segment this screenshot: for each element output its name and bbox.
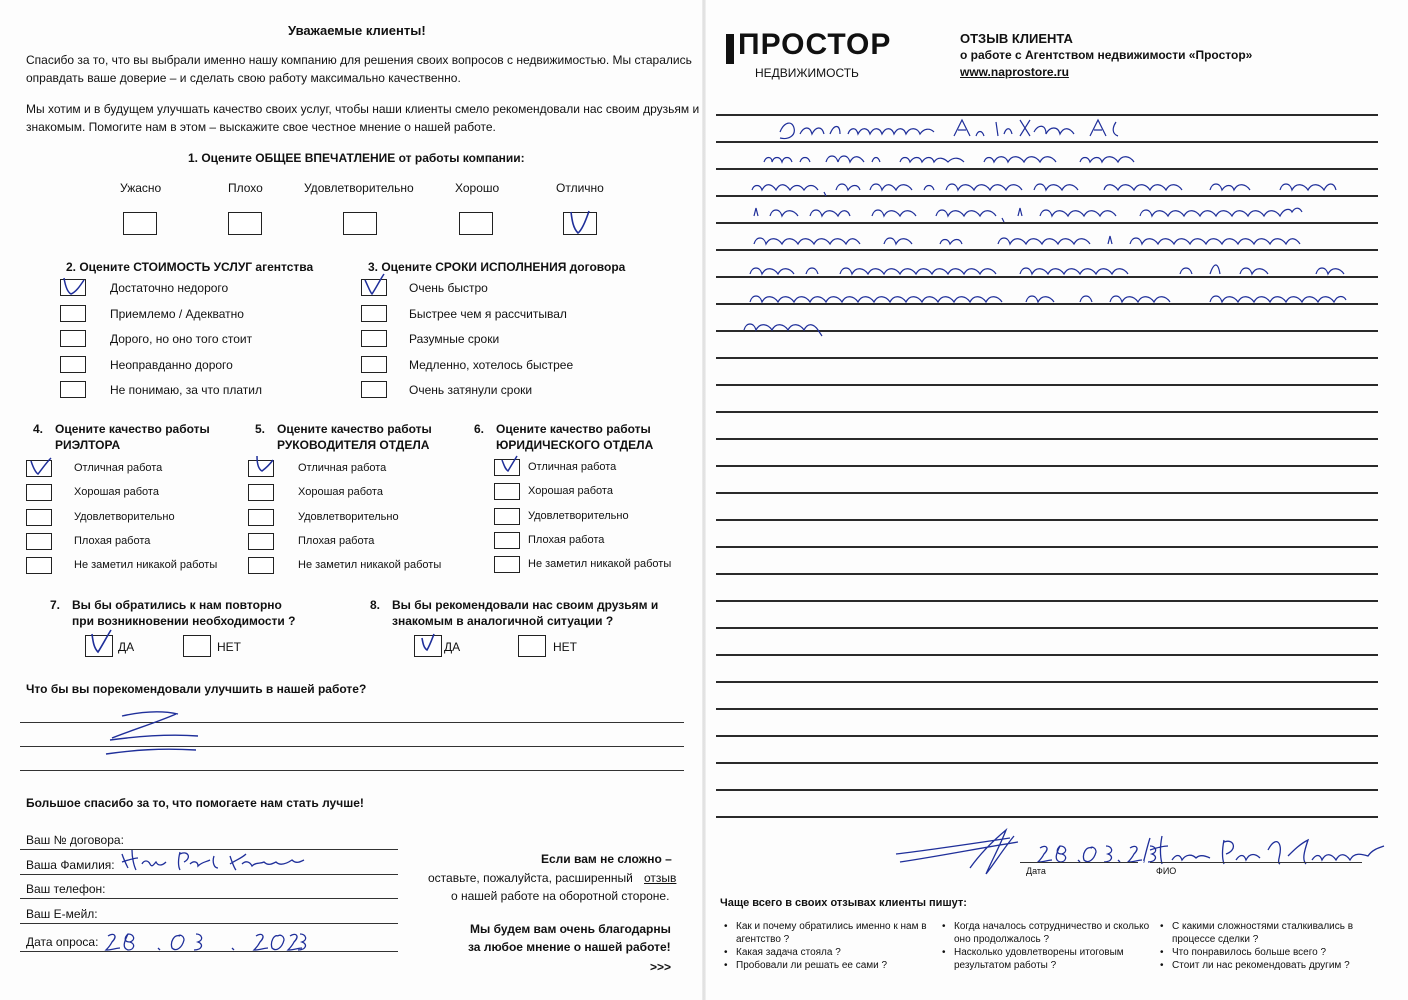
- handwritten-dash-mark: [100, 706, 210, 770]
- handwritten-review: [740, 112, 1370, 344]
- q8-no-label: НЕТ: [553, 640, 577, 654]
- review-line: [716, 627, 1378, 629]
- q6-option-label: Отличная работа: [528, 461, 617, 473]
- q5-option-label: Отличная работа: [298, 462, 387, 474]
- q4-title: Оцените качество работы: [55, 422, 210, 436]
- q6-checkbox[interactable]: [494, 532, 520, 549]
- improve-question: Что бы вы порекомендовали улучшить в нашей работе?: [26, 682, 367, 696]
- handwritten-client-name: [1140, 832, 1390, 872]
- q5-option-label: Не заметил никакой работы: [298, 559, 442, 571]
- review-line: [716, 357, 1378, 359]
- q2-checkbox[interactable]: [60, 356, 86, 373]
- q2-checkbox[interactable]: [60, 305, 86, 322]
- q4-option-label: Удовлетворительно: [74, 511, 175, 523]
- q3-checkbox[interactable]: [361, 330, 387, 347]
- q2-option-label: Приемлемо / Адекватно: [110, 307, 244, 321]
- q2-option-label: Достаточно недорого: [110, 281, 229, 295]
- intro-paragraph-2: Мы хотим и в будущем улучшать качество своих услуг, чтобы наши клиенты смело рекомендовали нас своим друзьям и: [26, 102, 700, 116]
- comma-separator: ,: [1142, 848, 1146, 864]
- email-label: Ваш Е-мейл:: [26, 907, 98, 921]
- hint-column-3: • С какими сложностями сталкивались в процессе сделки ? • Что понравилось больше всего ? • Стоит ли нас рекомендовать другим ?: [1160, 921, 1354, 971]
- aside-gratitude: за любое мнение о нашей работе!: [468, 940, 671, 954]
- q1-option-label: Удовлетворительно: [304, 181, 414, 195]
- q7-number: 7.: [50, 598, 61, 612]
- field-line: [20, 898, 398, 899]
- review-header-subtitle: о работе с Агентством недвижимости «Простор»: [960, 48, 1253, 62]
- q5-title-cont: РУКОВОДИТЕЛЯ ОТДЕЛА: [277, 438, 430, 452]
- q4-checkbox[interactable]: [26, 557, 52, 574]
- q6-number: 6.: [474, 422, 485, 436]
- q7-title: Вы бы обратились к нам повторно: [72, 598, 282, 612]
- review-line: [716, 681, 1378, 683]
- checkmark-icon: [26, 454, 56, 480]
- q1-option-label: Отлично: [556, 181, 604, 195]
- q3-option-label: Медленно, хотелось быстрее: [409, 358, 574, 372]
- survey-date-label: Дата опроса:: [26, 935, 99, 949]
- aside-gratitude: Мы будем вам очень благодарны: [470, 922, 671, 936]
- q8-title-cont: знакомым в аналогичной ситуации ?: [392, 614, 614, 628]
- q3-option-label: Разумные сроки: [409, 332, 500, 346]
- review-line: [716, 816, 1378, 818]
- q4-title-cont: РИЭЛТОРА: [55, 438, 121, 452]
- fio-caption: ФИО: [1156, 866, 1177, 876]
- q6-option-label: Плохая работа: [528, 534, 605, 546]
- signature-mark: [890, 824, 1040, 880]
- q4-checkbox[interactable]: [26, 533, 52, 550]
- q5-checkbox[interactable]: [248, 533, 274, 550]
- checkmark-icon: [414, 628, 444, 658]
- q1-title: 1. Оцените ОБЩЕЕ ВПЕЧАТЛЕНИЕ от работы компании:: [188, 151, 525, 165]
- intro-paragraph-2-cont: знакомым. Помогите нам в этом – выскажите свое честное мнение о нашей работе.: [26, 120, 496, 134]
- review-line: [716, 654, 1378, 656]
- checkmark-icon: [495, 452, 525, 478]
- checkmark-icon: [248, 452, 278, 480]
- checkmark-icon: [360, 272, 394, 300]
- q2-checkbox[interactable]: [60, 330, 86, 347]
- q3-option-label: Очень быстро: [409, 281, 488, 295]
- review-line: [716, 600, 1378, 602]
- page-title: Уважаемые клиенты!: [288, 23, 426, 38]
- q8-number: 8.: [370, 598, 381, 612]
- review-line: [716, 546, 1378, 548]
- q2-option-label: Неоправданно дорого: [110, 358, 233, 372]
- q1-option-label: Ужасно: [120, 181, 162, 195]
- aside-review-link[interactable]: отзыв: [644, 871, 677, 885]
- review-line: [716, 762, 1378, 764]
- aside-text: о нашей работе на оборотной стороне.: [451, 889, 670, 903]
- q8-yes-label: ДА: [444, 640, 461, 654]
- handwritten-surname[interactable]: [118, 846, 318, 876]
- q2-option-label: Не понимаю, за что платил: [110, 383, 263, 397]
- review-line: [716, 384, 1378, 386]
- q7-no-checkbox[interactable]: [183, 635, 211, 657]
- review-line: [716, 735, 1378, 737]
- q2-title: 2. Оцените СТОИМОСТЬ УСЛУГ агентства: [66, 260, 314, 274]
- hint-column-1: • Как и почему обратились именно к нам в агентство ? • Какая задача стояла ? • Пробовали ли решать ее сами ?: [724, 921, 927, 971]
- review-line: [716, 411, 1378, 413]
- q4-checkbox[interactable]: [26, 484, 52, 501]
- q2-checkbox[interactable]: [60, 381, 86, 398]
- q4-option-label: Отличная работа: [74, 462, 163, 474]
- q4-option-label: Хорошая работа: [74, 486, 159, 498]
- page-fold: [702, 0, 706, 1000]
- q7-yes-label: ДА: [118, 640, 135, 654]
- date-caption: Дата: [1026, 866, 1046, 876]
- q5-option-label: Удовлетворительно: [298, 511, 399, 523]
- logo-wordmark: ПРОСТОР: [738, 28, 892, 61]
- contract-label: Ваш № договора:: [26, 833, 124, 847]
- q6-checkbox[interactable]: [494, 556, 520, 573]
- review-line: [716, 492, 1378, 494]
- q3-option-label: Очень затянули сроки: [409, 383, 533, 397]
- q5-checkbox[interactable]: [248, 484, 274, 501]
- q6-title-cont: ЮРИДИЧЕСКОГО ОТДЕЛА: [496, 438, 654, 452]
- q6-option-label: Удовлетворительно: [528, 510, 629, 522]
- q1-option-label: Хорошо: [455, 181, 500, 195]
- review-line: [716, 519, 1378, 521]
- hint-column-2: • Когда началось сотрудничество и сколько оно продолжалось ? • Насколько удовлетворены итоговым результатом работы ?: [942, 921, 1150, 971]
- thanks-text: Большое спасибо за то, что помогаете нам стать лучше!: [26, 796, 364, 810]
- logo-bar-icon: [726, 34, 734, 64]
- q3-checkbox[interactable]: [361, 305, 387, 322]
- q4-checkbox[interactable]: [26, 509, 52, 526]
- q1-option-label: Плохо: [228, 181, 263, 195]
- aside-title: Если вам не сложно –: [541, 852, 672, 866]
- review-line: [716, 573, 1378, 575]
- often-title: Чаще всего в своих отзывах клиенты пишут:: [720, 897, 967, 909]
- q6-option-label: Не заметил никакой работы: [528, 558, 672, 570]
- q5-checkbox[interactable]: [248, 509, 274, 526]
- q8-no-checkbox[interactable]: [518, 635, 546, 657]
- arrows-icon: >>>: [650, 960, 672, 974]
- logo-subtitle: НЕДВИЖИМОСТЬ: [755, 66, 859, 80]
- q5-option-label: Хорошая работа: [298, 486, 383, 498]
- q5-option-label: Плохая работа: [298, 535, 375, 547]
- q3-title: 3. Оцените СРОКИ ИСПОЛНЕНИЯ договора: [368, 260, 626, 274]
- checkmark-icon: [58, 274, 92, 300]
- q6-checkbox[interactable]: [494, 508, 520, 525]
- q1-checkbox[interactable]: [343, 212, 377, 235]
- website-link[interactable]: www.naprostore.ru: [960, 65, 1069, 79]
- surname-label: Ваша Фамилия:: [26, 858, 115, 872]
- q6-option-label: Хорошая работа: [528, 485, 613, 497]
- q4-number: 4.: [33, 422, 44, 436]
- q6-checkbox[interactable]: [494, 483, 520, 500]
- intro-paragraph-1: Спасибо за то, что вы выбрали именно нашу компанию для решения своих вопросов с недвижимостью. Мы старались: [26, 53, 692, 67]
- field-line: [20, 923, 398, 924]
- review-line: [716, 789, 1378, 791]
- q8-title: Вы бы рекомендовали нас своим друзьям и: [392, 598, 659, 612]
- q6-title: Оцените качество работы: [496, 422, 651, 436]
- phone-label: Ваш телефон:: [26, 882, 106, 896]
- review-line: [716, 438, 1378, 440]
- q1-checkbox[interactable]: [123, 212, 157, 235]
- q1-checkbox[interactable]: [459, 212, 493, 235]
- q3-checkbox[interactable]: [361, 356, 387, 373]
- review-header-title: ОТЗЫВ КЛИЕНТА: [960, 31, 1073, 46]
- q5-checkbox[interactable]: [248, 557, 274, 574]
- q4-option-label: Плохая работа: [74, 535, 151, 547]
- aside-text: оставьте, пожалуйста, расширенный: [428, 871, 633, 885]
- q3-checkbox[interactable]: [361, 381, 387, 398]
- intro-paragraph-1-cont: оправдать ваше доверие – и сделать свою работу максимально качественно.: [26, 71, 461, 85]
- q1-checkbox[interactable]: [228, 212, 262, 235]
- q3-option-label: Быстрее чем я рассчитывал: [409, 307, 567, 321]
- checkmark-icon: [86, 626, 116, 658]
- q7-no-label: НЕТ: [217, 640, 241, 654]
- fio-line: [1150, 862, 1362, 863]
- q4-option-label: Не заметил никакой работы: [74, 559, 218, 571]
- answer-line: [20, 770, 684, 771]
- checkmark-icon: [560, 206, 600, 238]
- q5-title: Оцените качество работы: [277, 422, 432, 436]
- q7-title-cont: при возникновении необходимости ?: [72, 614, 296, 628]
- date-line: [1020, 862, 1138, 863]
- review-line: [716, 708, 1378, 710]
- q5-number: 5.: [255, 422, 266, 436]
- handwritten-survey-date[interactable]: [100, 928, 310, 958]
- review-line: [716, 465, 1378, 467]
- q2-option-label: Дорого, но оно того стоит: [110, 332, 253, 346]
